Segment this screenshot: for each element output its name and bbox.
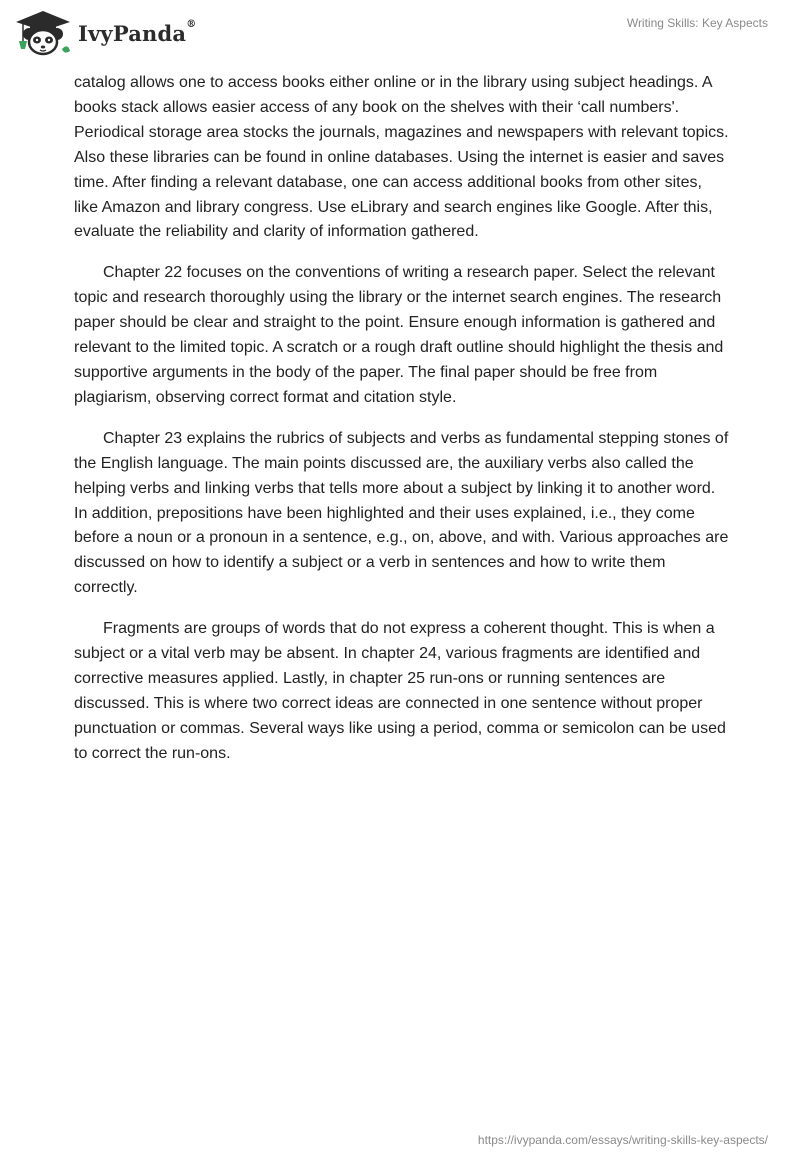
logo[interactable] (14, 8, 196, 58)
essay-body (74, 71, 730, 783)
paragraph: Chapter 23 explains the rubrics of subjects and verbs as fundamental stepping stones of the English language. The main points discussed are, the auxiliary verbs also called the helping verbs and linking verbs that tells more about a subject by linking it to another word. In addition, prepositions have been highlighted and their uses explained, i.e., they come before a noun or a pronoun in a sentence, e.g., on, above, and with. Various approaches are discussed on how to identify a subject or a verb in sentences and how to write them correctly. (74, 429, 729, 597)
source-url[interactable]: https://ivypanda.com/essays/writing-skills-key-aspects/ (477, 1133, 768, 1147)
brand-name: IvyPanda® (78, 18, 197, 46)
registered-mark: ® (186, 18, 197, 30)
paragraph: catalog allows one to access books either online or in the library using subject headings. A books stack allows easier access of any book on the shelves with their ‘call numbers'. Periodical storage area stocks the journals, magazines and newspapers with relevant topics. Also these libraries can be found in online databases. Using the internet is easier and saves time. After finding a relevant database, one can access additional books from other sites, like Amazon and library congress. Use eLibrary and search engines like Google. After this, evaluate the reliability and clarity of information gathered. (74, 74, 729, 241)
paragraph: Chapter 22 focuses on the conventions of writing a research paper. Select the relevant topic and research thoroughly using the library or the internet search engines. The research paper should be clear and straight to the point. Ensure enough information is gathered and relevant to the limited topic. A scratch or a rough draft outline should highlight the thesis and supportive arguments in the body of the paper. The final paper should be free from plagiarism, observing correct format and citation style. (74, 264, 724, 406)
paragraph: Fragments are groups of words that do not express a coherent thought. This is when a subject or a vital verb may be absent. In chapter 24, various fragments are identified and corrective measures applied. Lastly, in chapter 25 run-ons or running sentences are discussed. This is where two correct ideas are connected in one sentence without proper punctuation or commas. Several ways like using a period, comma or semicolon can be used to correct the run-ons. (74, 620, 726, 762)
page-header (0, 0, 800, 64)
document-title: Writing Skills: Key Aspects (626, 16, 768, 30)
panda-graduate-icon (14, 9, 72, 57)
